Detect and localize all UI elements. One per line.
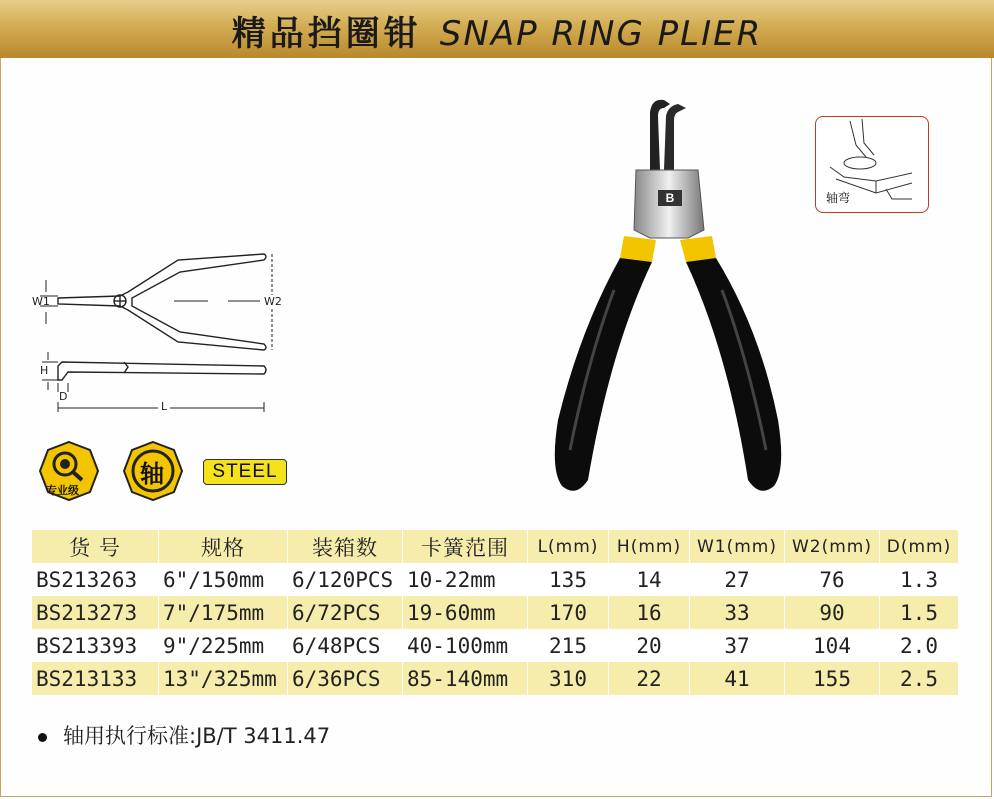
cell-w2: 90 bbox=[785, 596, 880, 629]
table-header-row bbox=[32, 530, 959, 563]
cell-h: 20 bbox=[609, 629, 690, 662]
spec-table bbox=[32, 530, 959, 695]
cell-l: 170 bbox=[528, 596, 609, 629]
header-cell: W1(mm) bbox=[690, 530, 785, 563]
header-cell: D(mm) bbox=[880, 530, 959, 563]
cell-w1: 33 bbox=[690, 596, 785, 629]
cell-w2: 155 bbox=[785, 662, 880, 695]
inset-label: 轴弯 bbox=[826, 191, 851, 205]
header-cell: 规格 bbox=[159, 530, 288, 563]
header-cell: W2(mm) bbox=[785, 530, 880, 563]
cell-model: BS213133 bbox=[32, 662, 159, 695]
steel-badge: STEEL bbox=[203, 459, 287, 485]
cell-size: 9"/225mm bbox=[159, 629, 288, 662]
h-label: H bbox=[40, 364, 49, 377]
standard-note bbox=[38, 720, 330, 750]
w2-label: W2 bbox=[264, 295, 282, 308]
title-english: SNAP RING PLIER bbox=[439, 14, 763, 54]
l-label: L bbox=[158, 400, 170, 413]
table-row bbox=[32, 629, 959, 662]
cell-pack: 6/72PCS bbox=[288, 596, 403, 629]
header-cell: 卡簧范围 bbox=[403, 530, 528, 563]
title-bar bbox=[0, 0, 994, 58]
professional-grade-badge bbox=[38, 440, 100, 502]
cell-d: 1.5 bbox=[880, 596, 959, 629]
cell-h: 16 bbox=[609, 596, 690, 629]
professional-label: 专业级 bbox=[46, 484, 79, 497]
cell-size: 13"/325mm bbox=[159, 662, 288, 695]
page-title bbox=[0, 6, 994, 55]
cell-d: 2.0 bbox=[880, 629, 959, 662]
header-cell: H(mm) bbox=[609, 530, 690, 563]
cell-range: 19-60mm bbox=[403, 596, 528, 629]
header-cell: 装箱数 bbox=[288, 530, 403, 563]
cell-w2: 104 bbox=[785, 629, 880, 662]
cell-l: 310 bbox=[528, 662, 609, 695]
cell-range: 40-100mm bbox=[403, 629, 528, 662]
standard-note-text: 轴用执行标准:JB/T 3411.47 bbox=[63, 724, 331, 748]
cell-range: 85-140mm bbox=[403, 662, 528, 695]
cell-range: 10-22mm bbox=[403, 563, 528, 596]
d-label: D bbox=[59, 390, 68, 403]
cell-h: 14 bbox=[609, 563, 690, 596]
snap-ring-plier-image bbox=[540, 90, 800, 500]
bent-axis-inset bbox=[815, 116, 929, 213]
cell-model: BS213263 bbox=[32, 563, 159, 596]
header-cell: 货 号 bbox=[32, 530, 159, 563]
cell-l: 215 bbox=[528, 629, 609, 662]
table-row bbox=[32, 662, 959, 695]
cell-pack: 6/36PCS bbox=[288, 662, 403, 695]
w1-label: W1 bbox=[32, 295, 50, 308]
dimension-diagram bbox=[28, 240, 288, 420]
cell-w1: 27 bbox=[690, 563, 785, 596]
axis-label: 轴 bbox=[140, 460, 164, 488]
brand-logo: B bbox=[665, 191, 675, 205]
bullet-icon bbox=[38, 733, 47, 742]
table-row bbox=[32, 563, 959, 596]
cell-size: 7"/175mm bbox=[159, 596, 288, 629]
cell-w1: 41 bbox=[690, 662, 785, 695]
title-chinese: 精品挡圈钳 bbox=[231, 14, 422, 54]
table-row bbox=[32, 596, 959, 629]
cell-model: BS213393 bbox=[32, 629, 159, 662]
cell-d: 1.3 bbox=[880, 563, 959, 596]
axis-type-badge bbox=[122, 440, 184, 502]
cell-w2: 76 bbox=[785, 563, 880, 596]
cell-d: 2.5 bbox=[880, 662, 959, 695]
cell-pack: 6/120PCS bbox=[288, 563, 403, 596]
header-cell: L(mm) bbox=[528, 530, 609, 563]
cell-pack: 6/48PCS bbox=[288, 629, 403, 662]
cell-h: 22 bbox=[609, 662, 690, 695]
cell-model: BS213273 bbox=[32, 596, 159, 629]
cell-w1: 37 bbox=[690, 629, 785, 662]
cell-size: 6"/150mm bbox=[159, 563, 288, 596]
cell-l: 135 bbox=[528, 563, 609, 596]
